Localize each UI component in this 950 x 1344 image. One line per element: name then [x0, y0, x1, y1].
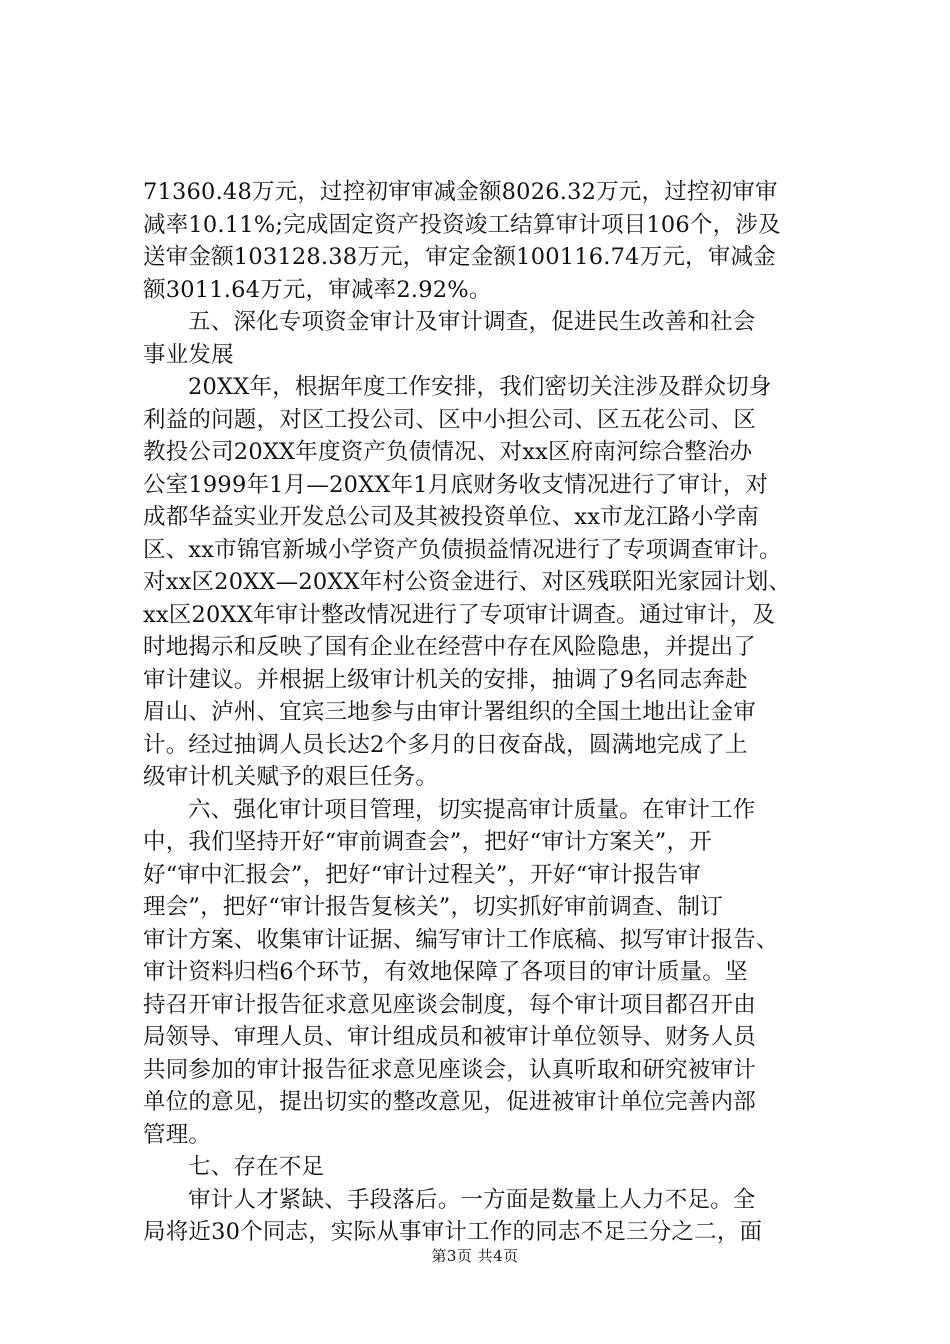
text-line: 好“审中汇报会”，把好“审计过程关”，开好“审计报告审 [143, 861, 701, 888]
text-line: xx区20XX年审计整改情况进行了专项审计调查。通过审计，及 [143, 601, 776, 628]
text-line: 中，我们坚持开好“审前调查会”，把好“审计方案关”，开 [143, 829, 712, 855]
text-line: 单位的意见，提出切实的整改意见，促进被审计单位完善内部 [143, 1089, 756, 1115]
text-line: 利益的问题，对区工投公司、区中小担公司、区五花公司、区 [143, 406, 756, 433]
page-footer: 第3页 共4页 [431, 1247, 519, 1265]
text-line: 管理。 [143, 1121, 212, 1148]
text-line: 时地揭示和反映了国有企业在经营中存在风险隐患，并提出了 [143, 634, 756, 660]
text-line: 审计建议。并根据上级审计机关的安排，抽调了9名同志奔赴 [143, 666, 748, 693]
text-line: 对xx区20XX—20XX年村公资金进行、对区残联阳光家园计划、 [143, 569, 792, 595]
text-line: 级审计机关赋予的艰巨任务。 [143, 764, 439, 790]
text-line: 71360.48万元，过控初审审减金额8026.32万元，过控初审审 [143, 179, 778, 205]
text-line: 事业发展 [143, 341, 234, 368]
document-body [143, 176, 833, 1249]
text-line: 理会”，把好“审计报告复核关”，切实抓好审前调查、制订 [143, 894, 723, 920]
text-line: 审计方案、收集审计证据、编写审计工作底稿、拟写审计报告、 [143, 926, 779, 953]
text-line: 六、强化审计项目管理，切实提高审计质量。在审计工作 [188, 796, 756, 823]
text-line: 七、存在不足 [188, 1154, 325, 1180]
text-line: 成都华益实业开发总公司及其被投资单位、xx市龙江路小学南 [143, 504, 759, 530]
text-line: 教投公司20XX年度资产负债情况、对xx区府南河综合整治办 [143, 439, 753, 465]
text-line: 公室1999年1月—20XX年1月底财务收支情况进行了审计，对 [143, 471, 769, 498]
text-line: 额3011.64万元，审减率2.92%。 [143, 276, 492, 303]
text-line: 审计人才紧缺、手段落后。一方面是数量上人力不足。全 [188, 1186, 756, 1213]
text-line: 局领导、审理人员、审计组成员和被审计单位领导、财务人员 [143, 1024, 756, 1050]
text-line: 区、xx市锦官新城小学资产负债损益情况进行了专项调查审计。 [143, 536, 782, 563]
text-line: 共同参加的审计报告征求意见座谈会，认真听取和研究被审计 [143, 1056, 756, 1083]
text-line: 局将近30个同志，实际从事审计工作的同志不足三分之二，面 [143, 1219, 763, 1245]
text-line: 持召开审计报告征求意见座谈会制度，每个审计项目都召开由 [143, 991, 756, 1018]
text-line: 20XX年，根据年度工作安排，我们密切关注涉及群众切身 [188, 374, 772, 400]
text-line: 五、深化专项资金审计及审计调查，促进民生改善和社会 [188, 309, 756, 335]
text-line: 送审金额103128.38万元，审定金额100116.74万元，审减金 [143, 244, 776, 270]
text-line: 减率10.11%;完成固定资产投资竣工结算审计项目106个，涉及 [143, 211, 781, 238]
text-line: 眉山、泸州、宜宾三地参与由审计署组织的全国土地出让金审 [143, 699, 756, 725]
text-line: 审计资料归档6个环节，有效地保障了各项目的审计质量。坚 [143, 959, 748, 985]
text-line: 计。经过抽调人员长达2个多月的日夜奋战，圆满地完成了上 [143, 731, 748, 758]
